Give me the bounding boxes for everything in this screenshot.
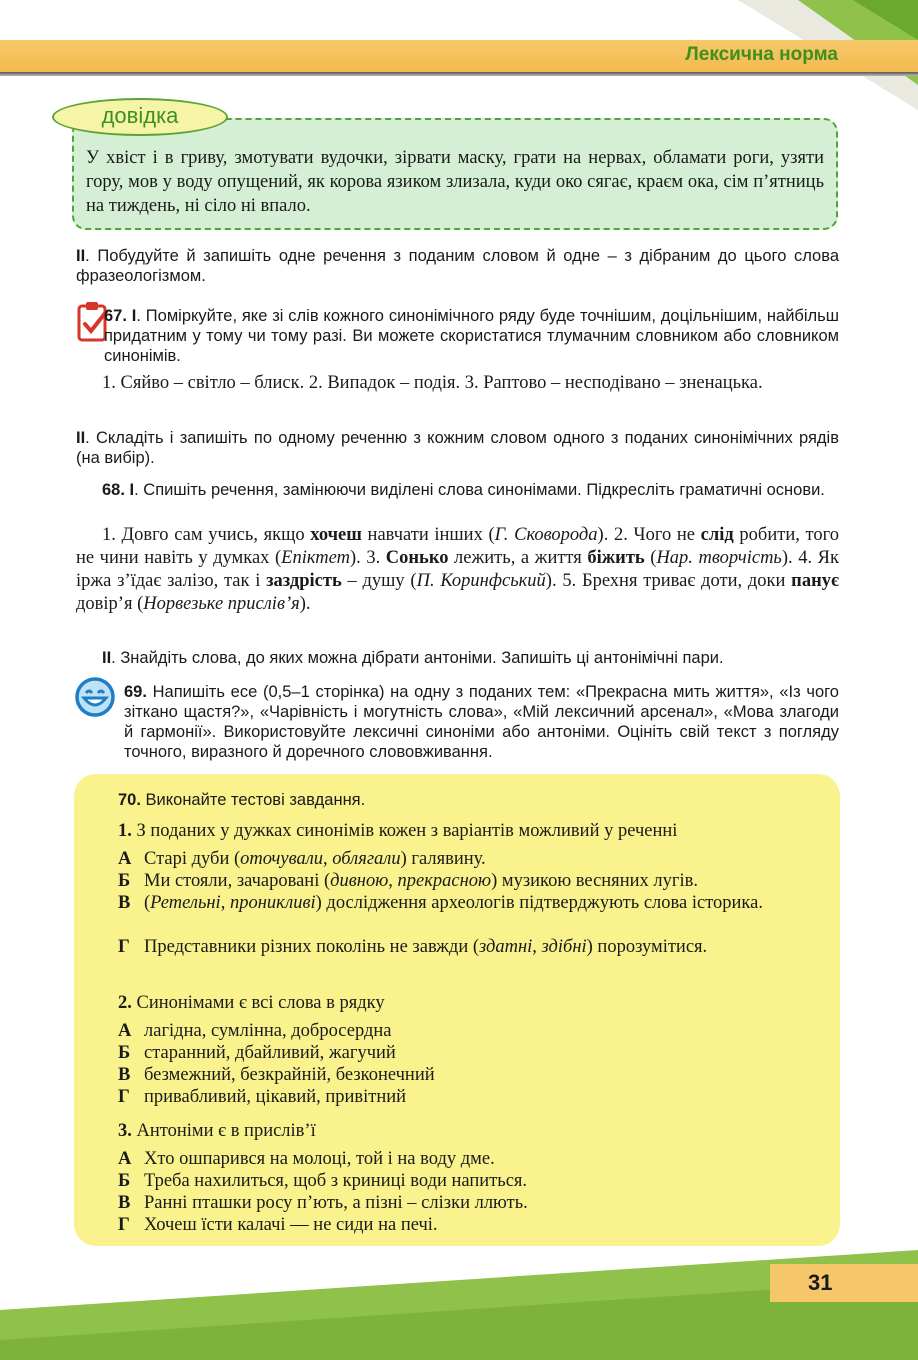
q1-option-a: А Старі дуби (оточували, облягали) галявину. [118,849,486,869]
task-67-part-1: 67. І. Поміркуйте, яке зі слів кожного синонімічного ряду буде точнішим, доцільнішим, найбільш придатним у тому чи тому разі. Ви можете скористатися тлумачним словником або словником синонімів. [104,307,839,365]
task-66-part-2: ІІ. Побудуйте й запишіть одне речення з поданим словом й одне – з дібраним до цього слова фразеологізмом. [76,247,839,285]
q1-option-v: В (Ретельні, проникливі) дослідження археологів підтверджують слова історика. [118,893,763,913]
q1-option-g: Г Представники різних поколінь не завжди (здатні, здібні) порозумітися. [118,937,708,957]
reference-label: довідка [101,103,179,128]
question-1: 1. З поданих у дужках синонімів кожен з варіантів можливий у реченні [118,821,678,841]
q2-option-v: В безмежний, безкрайній, безконечний [118,1065,435,1085]
reference-text: У хвіст і в гриву, змотувати вудочки, зірвати маску, грати на нервах, обламати роги, узяти гору, мов у воду опущений, як корова язиком злизала, куди око сягає, краєм ока, сім п’ятниць на тиждень, ні сіло ні впало. [86,148,824,216]
q1-option-b: Б Ми стояли, зачаровані (дивною, прекрасною) музикою весняних лугів. [118,871,698,891]
task-68-sentences: 1. Довго сам учись, якщо хочеш навчати інших (Г. Сковорода). 2. Чого не слід робити, того не чини навіть у думках (Епіктет). 3. Сонько лежить, а життя біжить (Нар. творчість). 4. Як іржа з’їдає залізо, так і заздрість – душу (П. Коринфський). 5. Брехня триває доти, доки панує довір’я (Норвезьке прислів’я). [76,525,839,614]
task-69: 69. Напишіть есе (0,5–1 сторінка) на одну з поданих тем: «Прекрасна мить життя», «Із чого зіткано щастя?», «Чарівність і могутність слова», «Мій лексичний арсенал», «Мова злагоди й гармонії». Використовуйте лексичні синоніми або антоніми. Оцініть свій текст з погляду точного, виразного й доречного слововживання. [124,683,839,761]
page-number-bar [770,1264,918,1302]
page-number: 31 [808,1270,833,1295]
q2-option-g: Г привабливий, цікавий, привітний [118,1087,407,1107]
task-70: 70. Виконайте тестові завдання. [118,791,366,809]
task-68-part-1: 68. І. Спишіть речення, замінюючи виділені слова синонімами. Підкресліть граматичні основи. [102,481,825,499]
smiley-face-icon [74,676,116,718]
task-67-part-2: ІІ. Складіть і запишіть по одному реченню з кожним словом одного з поданих синонімічних рядів (на вибір). [76,429,839,467]
header-shadow [0,72,918,76]
q3-option-b: Б Треба нахилиться, щоб з криниці води напиться. [118,1171,528,1191]
q2-option-a: А лагідна, сумлінна, добросердна [118,1021,392,1041]
q3-option-a: А Хто ошпарився на молоці, той і на воду дме. [118,1149,495,1169]
section-title: Лексична норма [685,44,838,65]
question-2: 2. Синонімами є всі слова в рядку [118,993,385,1013]
q2-option-b: Б старанний, дбайливий, жагучий [118,1043,396,1063]
task-68-part-2: ІІ. Знайдіть слова, до яких можна дібрати антоніми. Запишіть ці антонімічні пари. [102,649,724,667]
q3-option-g: Г Хочеш їсти калачі — не сиди на печі. [118,1215,438,1235]
question-3: 3. Антоніми є в прислів’ї [118,1121,316,1141]
q3-option-v: В Ранні пташки росу п’ють, а пізні – слізки ллють. [118,1193,528,1213]
task-67-examples: 1. Сяйво – світло – блиск. 2. Випадок – подія. 3. Раптово – несподівано – зненацька. [102,373,763,393]
